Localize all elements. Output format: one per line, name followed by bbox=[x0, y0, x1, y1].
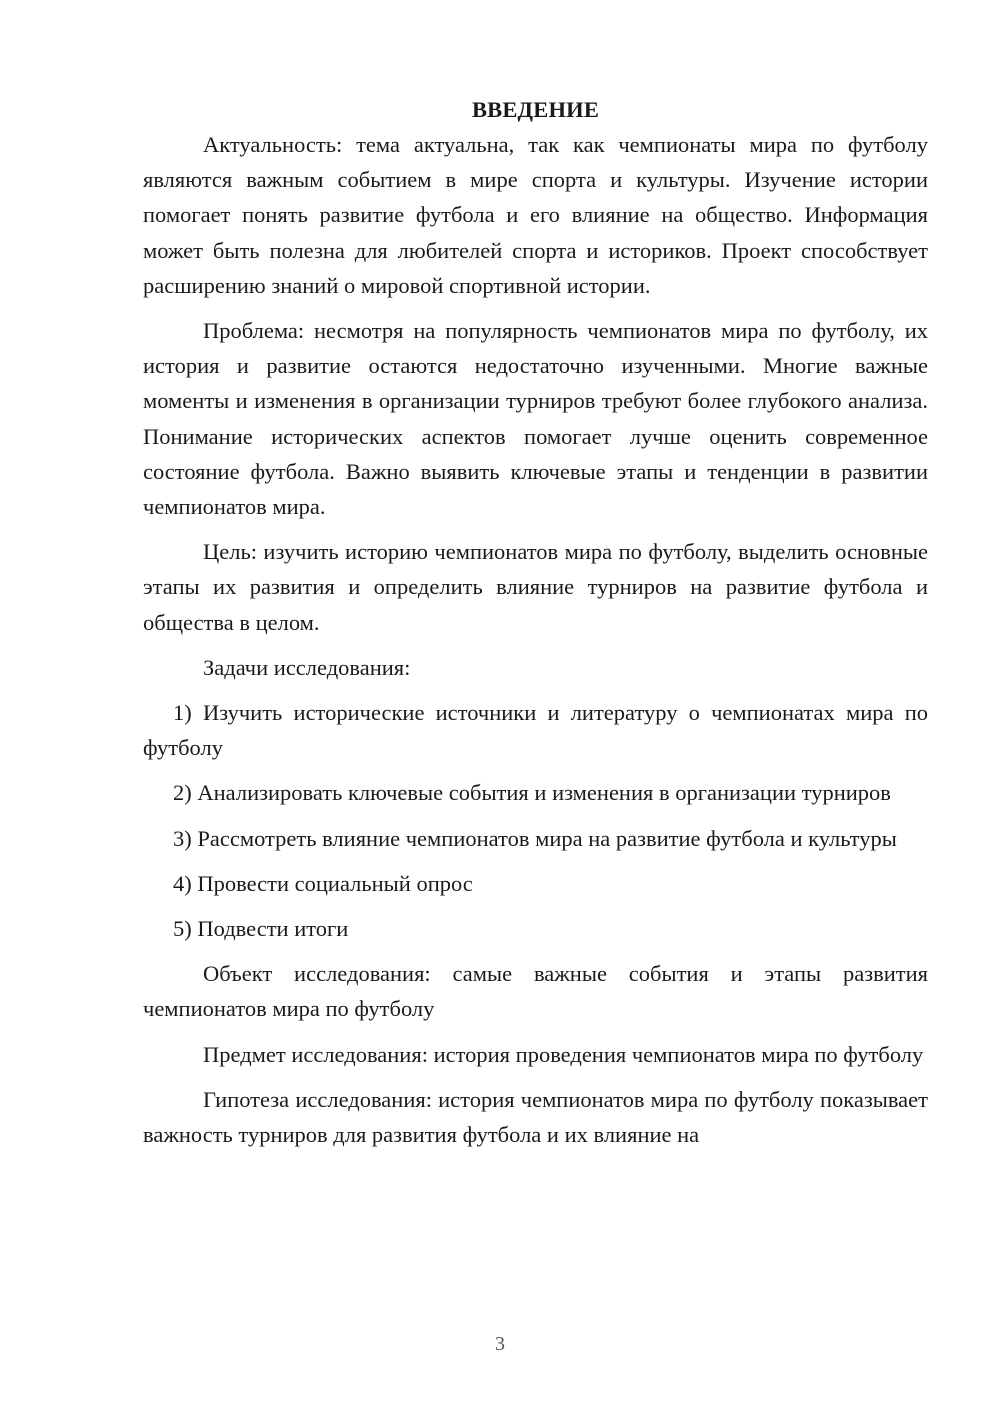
document-page bbox=[143, 92, 928, 1162]
paragraph-subject: Предмет исследования: история проведения чемпионатов мира по футболу bbox=[203, 1041, 924, 1067]
paragraph-relevance: Актуальность: тема актуальна, так как чемпионаты мира по футболу являются важным событием в мире спорта и культуры. Изучение истории помогает понять развитие футбола и его влияние на общество. Информация может быть полезна для любителей спорта и историков. Проект способствует расширению знаний о мировой спортивной истории. bbox=[143, 132, 928, 298]
task-item-5: 5) Подвести итоги bbox=[173, 916, 349, 942]
task-item-3: 3) Рассмотреть влияние чемпионатов мира на развитие футбола и культуры bbox=[173, 825, 897, 851]
paragraph-hypothesis: Гипотеза исследования: история чемпионатов мира по футболу показывает важность турниров для развития футбола и их влияние на bbox=[143, 1086, 928, 1148]
paragraph-problem: Проблема: несмотря на популярность чемпионатов мира по футболу, их история и развитие остаются недостаточно изученными. Многие важные моменты и изменения в организации турниров требуют более глубокого анализа. Понимание исторических аспектов помогает лучше оценить современное состояние футбола. Важно выявить ключевые этапы и тенденции в развитии чемпионатов мира. bbox=[143, 318, 928, 520]
task-item-4: 4) Провести социальный опрос bbox=[173, 870, 473, 896]
paragraph-object: Объект исследования: самые важные события и этапы развития чемпионатов мира по футболу bbox=[143, 961, 928, 1022]
paragraph-goal: Цель: изучить историю чемпионатов мира по футболу, выделить основные этапы их развития и определить влияние турниров на развитие футбола и общества в целом. bbox=[143, 539, 928, 635]
tasks-heading: Задачи исследования: bbox=[203, 654, 411, 680]
task-item-2: 2) Анализировать ключевые события и изменения в организации турниров bbox=[173, 780, 891, 806]
document-title: ВВЕДЕНИЕ bbox=[471, 97, 600, 122]
task-item-1: 1) Изучить исторические источники и литературу о чемпионатах мира по футболу bbox=[143, 700, 928, 761]
page-number: 3 bbox=[495, 1333, 505, 1355]
